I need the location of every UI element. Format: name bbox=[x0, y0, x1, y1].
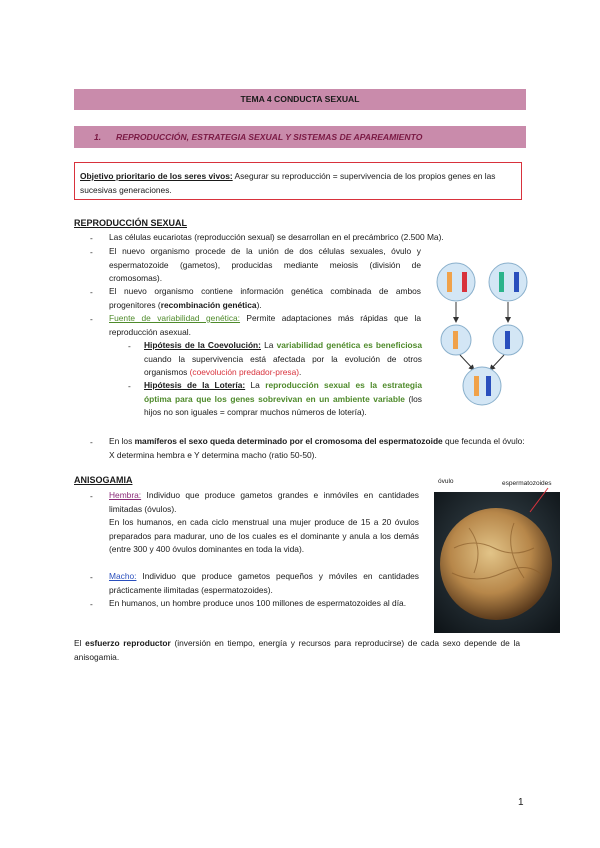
repro-sub-2 bbox=[144, 379, 422, 420]
hembra-label: Hembra: bbox=[109, 490, 142, 500]
bullet-dash: - bbox=[90, 247, 93, 257]
egg-photo bbox=[434, 478, 560, 633]
repro-sub-1-a: Hipótesis de la Coevolución: bbox=[144, 340, 261, 350]
bullet-dash: - bbox=[90, 572, 93, 582]
repro-item-3 bbox=[109, 285, 421, 312]
repro-sub-2-b: La bbox=[245, 380, 266, 390]
section-title bbox=[74, 126, 526, 148]
parent-cell-1 bbox=[437, 263, 475, 301]
repro-item-3-c: ). bbox=[256, 299, 262, 310]
chromosome-red bbox=[462, 272, 467, 292]
label-ovulo: óvulo bbox=[438, 478, 454, 485]
closing-a: El bbox=[74, 638, 86, 648]
sub-bullet-dash: - bbox=[128, 341, 131, 351]
repro-sub-1-d: cuando la supervivencia está afectada por la evolución de otros organismos bbox=[144, 353, 422, 378]
repro-item-4-b: Permite adaptaciones más rápidas que la reproducción asexual. bbox=[109, 313, 421, 337]
chromosome-orange bbox=[447, 272, 452, 292]
repro-item-4 bbox=[109, 312, 421, 339]
repro-item-5-b: mamíferos el sexo queda determinado por el cromosoma del espermatozoide bbox=[134, 436, 443, 446]
repro-sub-1-f: . bbox=[299, 367, 302, 378]
repro-sub-1 bbox=[144, 339, 422, 380]
repro-heading: REPRODUCCIÓN SEXUAL bbox=[74, 218, 188, 228]
sub-bullet-dash: - bbox=[128, 381, 131, 391]
chromosome-orange bbox=[474, 376, 479, 396]
repro-item-5 bbox=[109, 435, 529, 462]
page-number: 1 bbox=[518, 797, 524, 808]
closing-c: (inversión en tiempo, energía y recursos para reproducirse) de cada sexo depende de la anisogamia. bbox=[74, 638, 521, 662]
arrow-icon bbox=[460, 355, 474, 370]
aniso-macho bbox=[109, 570, 419, 597]
repro-sub-2-d: (los hijos no son iguales = comprar muchos números de lotería). bbox=[144, 393, 422, 418]
repro-sub-2-a: Hipótesis de la Lotería: bbox=[144, 380, 246, 390]
repro-sub-1-b: La bbox=[260, 340, 277, 350]
label-espermatozoides: espermatozoides bbox=[502, 480, 552, 487]
zygote-cell bbox=[463, 367, 501, 405]
repro-item-3-a: El nuevo organismo contiene información genética combinada de ambos progenitores ( bbox=[109, 286, 421, 310]
bullet-dash: - bbox=[90, 437, 93, 447]
bullet-dash: - bbox=[90, 491, 93, 501]
page-title: TEMA 4 CONDUCTA SEXUAL bbox=[74, 89, 526, 110]
aniso-hembra bbox=[109, 489, 419, 516]
objective-text: Asegurar su reproducción = supervivencia de los propios genes en las sucesivas generaciones. bbox=[80, 171, 496, 195]
ovum-image bbox=[434, 478, 560, 633]
arrow-icon bbox=[490, 355, 504, 370]
section-number: 1. bbox=[94, 132, 102, 142]
bullet-dash: - bbox=[90, 233, 93, 243]
repro-sub-2-c: reproducción sexual es la estrategia óptima para que los genes sobrevivan en un ambiente variable bbox=[144, 380, 422, 404]
chromosome-orange bbox=[453, 331, 458, 349]
chromosome-green bbox=[499, 272, 504, 292]
section-title-text: REPRODUCCIÓN, ESTRATEGIA SEXUAL Y SISTEMAS DE APAREAMIENTO bbox=[116, 132, 423, 142]
aniso-hembra-extra: En los humanos, en cada ciclo menstrual una mujer produce de 15 a 20 óvulos preparados para madurar, uno de los cuales es el dominante y anula a los demás (entre 300 y 400 óvulos dominantes en toda la vida). bbox=[109, 517, 419, 555]
repro-sub-1-c: variabilidad genética es beneficiosa bbox=[276, 340, 422, 350]
bullet-dash: - bbox=[90, 287, 93, 297]
aniso-heading: ANISOGAMIA bbox=[74, 475, 133, 485]
recombination-diagram bbox=[430, 262, 534, 408]
repro-item-1: Las células eucariotas (reproducción sexual) se desarrollan en el precámbrico (2.500 Ma). bbox=[109, 232, 444, 242]
repro-sub-1-e: (coevolución predador-presa) bbox=[189, 367, 300, 378]
chromosome-blue bbox=[514, 272, 519, 292]
repro-item-5-a: En los bbox=[109, 436, 135, 446]
repro-item-4-a: Fuente de variabilidad genética: bbox=[109, 313, 241, 323]
bullet-dash: - bbox=[90, 314, 93, 324]
closing-b: esfuerzo reproductor bbox=[85, 638, 171, 648]
repro-item-2: El nuevo organismo procede de la unión de dos células sexuales, óvulo y espermatozoide (gametos), producidas mediante meiosis (división de cromosomas). bbox=[109, 246, 421, 284]
chromosome-blue bbox=[486, 376, 491, 396]
repro-item-3-b: recombinación genética bbox=[160, 299, 257, 310]
parent-cell-2 bbox=[489, 263, 527, 301]
chromosome-blue bbox=[505, 331, 510, 349]
ovum bbox=[440, 508, 552, 620]
repro-item-5-c: que fecunda el óvulo: X determina hembra e Y determina macho (ratio 50-50). bbox=[109, 436, 525, 460]
macho-text: Individuo que produce gametos pequeños y móviles en cantidades prácticamente ilimitadas (espermatozoides). bbox=[109, 571, 419, 595]
macho-label: Macho: bbox=[109, 571, 137, 581]
aniso-humans: En humanos, un hombre produce unos 100 millones de espermatozoides al día. bbox=[109, 598, 407, 608]
hembra-text: Individuo que produce gametos grandes e inmóviles en cantidades limitadas (óvulos). bbox=[109, 490, 419, 514]
objective-label: Objetivo prioritario de los seres vivos: bbox=[80, 171, 233, 181]
objective-box bbox=[74, 162, 522, 200]
bullet-dash: - bbox=[90, 599, 93, 609]
closing-paragraph bbox=[74, 637, 520, 664]
